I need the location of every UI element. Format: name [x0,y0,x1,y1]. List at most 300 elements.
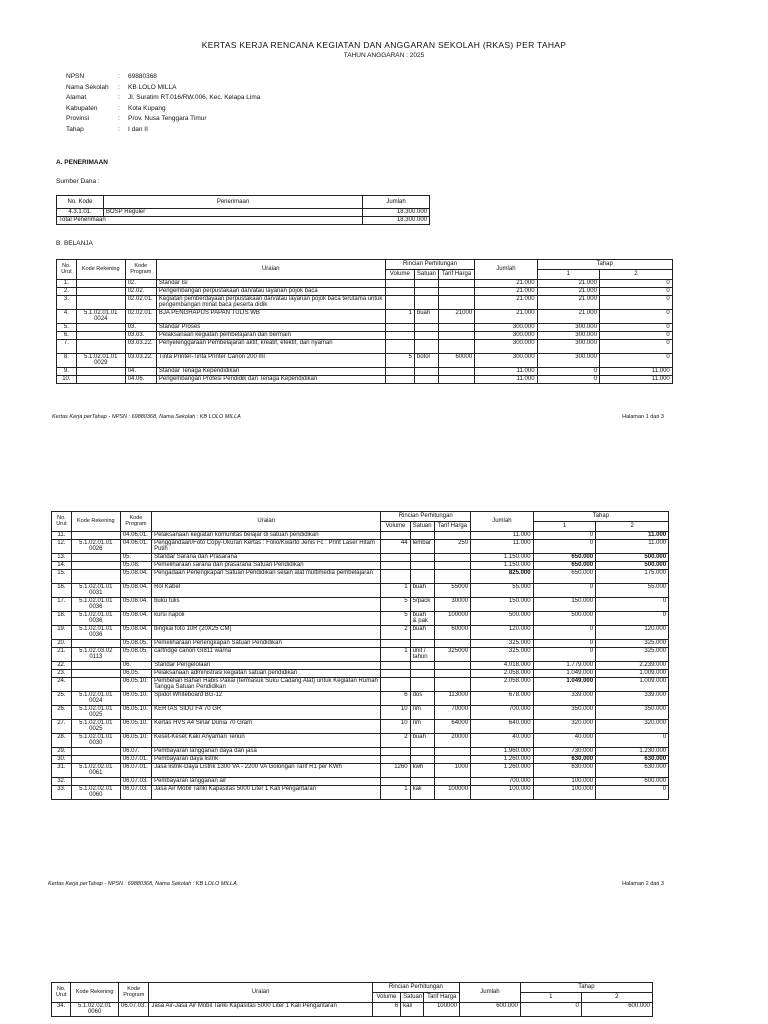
cell-no: 8. [57,354,77,368]
cell-uraian: Pelaksanaan kegiatan pembelajaran dan bermain [156,332,385,340]
col-header-tahap-1: 1 [537,270,599,280]
cell-kode-prog: 05.08.04. [120,626,151,640]
cell-satuan [410,570,434,584]
cell-kode-prog: 06.05. [120,670,151,678]
page-title: KERTAS KERJA RENCANA KEGIATAN DAN ANGGARAN SEKOLAH (RKAS) PER TAHAP [201,40,567,50]
cell-t2: 0 [599,324,672,332]
cell-jumlah: 1.150.000 [471,562,534,570]
col-header-uraian: Uraian [156,260,385,280]
cell-t2: 11.000 [596,532,669,540]
col-header-rincian: Rincian Perhitungan [381,512,471,522]
cell-tarif [438,340,474,354]
cell-tarif [434,662,471,670]
table-row [57,296,673,310]
col-header-tahap: Tahap [533,512,669,522]
info-sep: : [118,94,120,101]
info-sep: : [118,73,120,80]
footer-right-page-1: Halaman 1 dari 3 [622,414,664,420]
cell-uraian: Tinta Printer-Tinta Printer Canon 200 ml [156,354,385,368]
cell-tarif: 20000 [434,734,471,748]
cell-uraian: Pemeliharaan sarana dan prasarana Satuan Pendidikan [152,562,381,570]
cell-satuan: dos [410,692,434,706]
cell-t1: 21.000 [537,280,599,288]
cell-no: 12. [52,540,72,554]
cell-kode-rek [71,570,120,584]
info-row [66,126,260,137]
cell-t1: 300.000 [537,354,599,368]
cell-jumlah: 325.000 [471,648,534,662]
cell-t2: 11.000 [599,376,672,384]
table-row [52,756,669,764]
cell-tarif [434,554,471,562]
cell-t1: 0 [533,540,596,554]
cell-jumlah: 2.058.000 [471,678,534,692]
cell-volume [381,570,410,584]
col-header-no-urut: No. Urut [52,512,72,532]
cell-satuan: unit / tahun [410,648,434,662]
cell-jumlah: 100.000 [471,786,534,800]
cell-volume [381,748,410,756]
cell-kode-rek: 5.1.02.01.01 0030 [71,734,120,748]
cell-t2: 55.000 [596,584,669,598]
cell-no: 20. [52,640,72,648]
cell-satuan [410,756,434,764]
cell-kode-prog: 06.07.03. [120,786,151,800]
cell-satuan: buah [410,734,434,748]
cell-satuan [414,340,438,354]
cell-jumlah: 300.000 [475,324,537,332]
cell-satuan: rim [410,720,434,734]
table-row [52,562,669,570]
cell-kode-rek [71,778,120,786]
info-row [66,73,260,84]
cell-t1: 0 [533,584,596,598]
cell-t1: 650.000 [533,562,596,570]
cell-kode-prog: 05.08.05. [120,640,151,648]
cell-t2: 11.000 [596,540,669,554]
table-row [52,748,669,756]
col-header-no-urut: No. Urut [57,260,77,280]
cell-kode-rek [76,368,125,376]
table-row [52,720,669,734]
cell-no: 9. [57,368,77,376]
cell-tarif [434,756,471,764]
cell-uraian: Pembelian Bahan Habis Pakai (termasuk Suku Cadang Alat) untuk Kegiatan Rumah Tangga Satuan Pendidikan [152,678,381,692]
cell-jumlah: 120.000 [471,626,534,640]
cell-t2: 0 [596,612,669,626]
cell-kode-prog: 06.07.01. [120,756,151,764]
cell-tarif [438,324,474,332]
cell-tarif: 70000 [434,706,471,720]
cell-jumlah: 1.960.000 [471,748,534,756]
cell-kode-prog: 06.07.01. [120,764,151,778]
table-row [52,734,669,748]
cell-jumlah: 825.000 [471,570,534,584]
cell-uraian: Jasa listrik-Daya Listrik 1300 VA - 2200 VA Golongan Tarif R1 per KWh [152,764,381,778]
cell-no: 16. [52,584,72,598]
cell-t2: 630.000 [596,764,669,778]
cell-uraian: Kegiatan pemberdayaan perpustakaan dan/atau layanan pojok baca terutama untuk pengembangan minat baca peserta didik [156,296,385,310]
penerimaan-kode: 4.3.1.01. [57,209,104,217]
cell-satuan [410,562,434,570]
cell-jumlah: 300.000 [475,332,537,340]
cell-satuan [410,678,434,692]
cell-kode-rek: 5.1.02.03.02 0113 [71,648,120,662]
table-row [57,324,673,332]
cell-volume: 10 [381,720,410,734]
cell-jumlah: 500.000 [471,612,534,626]
cell-jumlah: 1.260.000 [471,756,534,764]
cell-uraian: Pembayaran langganan air [152,778,381,786]
cell-no: 32. [52,778,72,786]
cell-kode-rek: 5.1.02.01.01 0025 [71,720,120,734]
cell-t2: 500.000 [596,554,669,562]
cell-uraian: Pengadaan Perlengkapan Satuan Pendidikan selain alat multimedia pembelajaran [152,570,381,584]
cell-volume [381,778,410,786]
info-value: Jl. Suratim RT.016/RW.006, Kec. Kelapa Lima [128,94,261,101]
cell-volume [385,340,414,354]
cell-tarif: 325000 [434,648,471,662]
cell-tarif [434,570,471,584]
info-value: Prov. Nusa Tenggara Timur [128,115,207,122]
cell-kode-prog: 05.08.05. [120,648,151,662]
cell-volume [381,532,410,540]
info-value: I dan II [128,125,148,133]
cell-t1: 21.000 [537,310,599,324]
belanja-table-page-2 [51,511,669,800]
cell-tarif [434,778,471,786]
cell-jumlah: 11.000 [471,540,534,554]
cell-t1: 0 [520,1003,581,1017]
cell-no: 13. [52,554,72,562]
cell-kode-rek [76,288,125,296]
cell-no: 14. [52,562,72,570]
cell-no: 23. [52,670,72,678]
cell-t2: 175.000 [596,570,669,584]
col-header-tahap: Tahap [537,260,672,270]
cell-kode-prog: 06.07. [120,748,151,756]
cell-volume [385,288,414,296]
cell-kode-prog: 03.03.22. [125,340,156,354]
cell-tarif: 60000 [434,626,471,640]
cell-t1: 40.000 [533,734,596,748]
cell-no: 22. [52,662,72,670]
cell-kode-prog: 06.07.03. [120,778,151,786]
table-row [52,778,669,786]
cell-kode-prog: 02. [125,280,156,288]
cell-t1: 21.000 [537,296,599,310]
info-sep: : [118,104,120,112]
cell-volume: 5 [385,354,414,368]
cell-satuan: botol [414,354,438,368]
cell-satuan: buah [410,626,434,640]
cell-kode-prog: 03. [125,324,156,332]
cell-tarif: 250 [434,540,471,554]
cell-kode-prog: 06.07.03. [118,1003,149,1017]
table-row [57,209,430,217]
cell-uraian: buku tulis [152,598,381,612]
cell-uraian: BJA PENGHAPUS PAPAN TULIS WB [156,310,385,324]
cell-t2: 120.000 [596,626,669,640]
cell-t1: 650.000 [533,570,596,584]
cell-t2: 0 [599,340,672,354]
cell-tarif: 100000 [424,1003,460,1017]
cell-kode-prog: 04.06.01. [120,540,151,554]
cell-uraian: Pembayaran daya listrik [152,756,381,764]
col-header-jumlah: Jumlah [471,512,534,532]
cell-jumlah: 40.000 [471,734,534,748]
info-sep: : [118,83,120,91]
info-sep: : [118,115,120,122]
footer-right-page-2: Halaman 2 dari 3 [622,881,664,887]
cell-uraian: Standar Pengelolaan [152,662,381,670]
cell-t1: 150.000 [533,598,596,612]
info-label: Provinsi [66,115,90,122]
cell-tarif [434,748,471,756]
cell-t1: 300.000 [537,324,599,332]
col-header-tahap-1: 1 [533,522,596,532]
col-header-kode-rekening: Kode Rekening [71,983,119,1003]
cell-t2: 0 [596,598,669,612]
table-row [52,540,669,554]
cell-kode-rek [71,748,120,756]
cell-tarif [434,670,471,678]
info-value: 69880368 [128,73,157,80]
cell-kode-prog: 04.06. [125,376,156,384]
cell-tarif [434,678,471,692]
info-label: NPSN [66,73,85,80]
sumber-dana-label: Sumber Dana : [56,178,100,185]
cell-tarif [438,368,474,376]
col-header-tahap-1: 1 [520,993,581,1003]
col-header-uraian: Uraian [152,512,381,532]
cell-no: 3. [57,296,77,310]
cell-t1: 300.000 [537,340,599,354]
cell-tarif [434,532,471,540]
col-header-volume: Volume [381,522,410,532]
col-header-no-urut: No. Urut [52,983,71,1003]
cell-satuan [410,554,434,562]
table-row [52,670,669,678]
cell-kode-prog: 05.08. [120,562,151,570]
cell-t1: 630.000 [533,756,596,764]
cell-t1: 730.000 [533,748,596,756]
cell-kode-rek [76,376,125,384]
cell-volume: 1260 [381,764,410,778]
cell-t2: 0 [599,354,672,368]
cell-t1: 0 [537,368,599,376]
col-header-jumlah: Jumlah [475,260,537,280]
cell-volume: 6 [372,1003,400,1017]
cell-tarif: 64000 [434,720,471,734]
cell-no: 7. [57,340,77,354]
cell-t1: 100.000 [533,786,596,800]
cell-t1: 0 [533,626,596,640]
cell-kode-rek: 5.1.02.01.01 0036 [71,598,120,612]
cell-kode-prog: 05. [120,554,151,562]
cell-tarif [438,280,474,288]
cell-no: 18. [52,612,72,626]
cell-t2: 2.239.000 [596,662,669,670]
info-label: Nama Sekolah [66,83,109,91]
cell-t1: 300.000 [537,332,599,340]
cell-volume [385,368,414,376]
cell-kode-rek [71,670,120,678]
cell-t2: 350.000 [596,706,669,720]
cell-jumlah: 600.000 [460,1003,521,1017]
cell-uraian: Penyelenggaraan Pembelajaran aktif, kreatif, efektif, dan nyaman [156,340,385,354]
section-belanja-heading: B. BELANJA [56,240,93,247]
footer-left-page-1: Kertas Kerja perTahap - NPSN : 69880368, Nama Sekolah : KB LOLO MILLA [52,414,241,420]
cell-t2: 0 [599,280,672,288]
cell-kode-rek [76,332,125,340]
info-label: Kabupaten [66,104,98,112]
cell-t1: 350.000 [533,706,596,720]
table-row [52,1003,653,1017]
cell-uraian: Standar Proses [156,324,385,332]
cell-uraian: Pelaksanaan kegiatan komunitas belajar di satuan pendidikan [152,532,381,540]
col-header-kode-program: Kode Program [120,512,151,532]
cell-jumlah: 300.000 [475,340,537,354]
col-header-tarif: Tarif Harga [434,522,471,532]
section-penerimaan-heading: A. PENERIMAAN [56,159,109,166]
cell-jumlah: 1.150.000 [471,554,534,562]
cell-no: 30. [52,756,72,764]
info-value: KB LOLO MILLA [128,83,177,91]
cell-uraian: Pengembangan Profesi Pendidik dan Tenaga Kependidikan [156,376,385,384]
info-sep: : [118,125,120,133]
col-header-rincian: Rincian Perhitungan [372,983,459,993]
cell-kode-rek [76,324,125,332]
total-value: 18.300.000 [363,217,430,225]
table-row [52,662,669,670]
cell-kode-rek: 5.1.02.01.01 0036 [71,612,120,626]
cell-no: 2. [57,288,77,296]
cell-uraian: Kertas HVS A4 Sinar Dunia 70 Gram [152,720,381,734]
cell-volume [381,662,410,670]
table-row [52,626,669,640]
table-row [57,376,673,384]
cell-kode-rek [71,640,120,648]
cell-kode-prog: 02.02. [125,288,156,296]
cell-t1: 650.000 [533,554,596,562]
cell-kode-prog: 04.06.01. [120,532,151,540]
cell-kode-rek [76,280,125,288]
cell-satuan: buah & pak [410,612,434,626]
cell-volume [385,296,414,310]
col-header-jumlah: Jumlah [460,983,521,1003]
table-row [52,598,669,612]
cell-t2: 339.000 [596,692,669,706]
cell-uraian: Pengembangan perpustakaan dan/atau layanan pojok baca [156,288,385,296]
cell-uraian: Standar Sarana dan Prasarana [152,554,381,562]
table-row [52,612,669,626]
cell-uraian: Standar Tenaga Kependidikan [156,368,385,376]
cell-uraian: Spidol Whiteboard BG-12 [152,692,381,706]
cell-no: 34. [52,1003,71,1017]
table-row [52,532,669,540]
cell-satuan [410,532,434,540]
cell-no: 10. [57,376,77,384]
cell-satuan [414,324,438,332]
belanja-table-page-1 [56,259,673,384]
cell-kode-rek: 5.1.02.01.01 0026 [71,540,120,554]
cell-volume [381,756,410,764]
cell-jumlah: 700.000 [471,706,534,720]
belanja-table-page-3 [51,982,653,1017]
cell-t2: 0 [599,332,672,340]
cell-satuan [410,662,434,670]
cell-satuan [410,778,434,786]
table-row [52,554,669,562]
cell-t2: 500.000 [596,562,669,570]
cell-t1: 0 [533,648,596,662]
col-header-uraian: Uraian [149,983,372,1003]
cell-kode-prog: 05.08.04. [120,584,151,598]
col-header-kode-rekening: Kode Rekening [71,512,120,532]
cell-uraian: Keset-Keset Kaki Anyaman Tenun [152,734,381,748]
cell-tarif: 30000 [434,598,471,612]
page-subtitle: TAHUN ANGGARAN : 2025 [343,52,425,59]
col-header-volume: Volume [372,993,400,1003]
cell-kode-prog: 06. [120,662,151,670]
cell-kode-prog: 05.08.04. [120,598,151,612]
cell-uraian: Rol Kabel [152,584,381,598]
cell-volume [385,280,414,288]
cell-satuan: lembar [410,540,434,554]
cell-jumlah: 11.000 [475,368,537,376]
cell-t2: 1.009.000 [596,670,669,678]
total-label: Total Penerimaan [57,217,363,225]
cell-volume [385,376,414,384]
cell-kode-prog: 03.03. [125,332,156,340]
col-header-tarif: Tarif Harga [438,270,474,280]
info-label: Tahap [66,125,84,133]
cell-no: 31. [52,764,72,778]
cell-kode-rek: 5.1.02.01.01 0024 [76,310,125,324]
footer-left-page-2: Kertas Kerja perTahap - NPSN : 69880368, Nama Sekolah : KB LOLO MILLA [48,881,237,887]
penerimaan-table [56,195,430,225]
cell-uraian: Pemeliharaan Perlengkapan Satuan Pendidikan [152,640,381,648]
cell-satuan [414,332,438,340]
cell-volume [381,640,410,648]
cell-no: 17. [52,598,72,612]
col-header-satuan: Satuan [410,522,434,532]
col-header-kode-program: Kode Program [118,983,149,1003]
cell-uraian: Jasa Air-Jasa Air Mobil Tanki Kapasitas 5000 Liter 1 Kali Pengantaran [149,1003,372,1017]
cell-t2: 630.000 [596,756,669,764]
info-row [66,115,260,126]
cell-uraian: Pembayaran langganan daya dan jasa [152,748,381,756]
col-header-kode-program: Kode Program [125,260,156,280]
cell-jumlah: 4.018.000 [471,662,534,670]
cell-kode-prog: 06.05.10. [120,692,151,706]
cell-tarif: 100000 [434,612,471,626]
cell-kode-prog: 06.05.10. [120,706,151,720]
cell-no: 1. [57,280,77,288]
cell-uraian: cartridge canon GI811 warna [152,648,381,662]
cell-kode-rek: 5.1.02.01.01 0025 [71,706,120,720]
cell-t2: 0 [596,786,669,800]
table-row [52,640,669,648]
cell-t1: 630.000 [533,764,596,778]
cell-jumlah: 11.000 [471,532,534,540]
table-row [52,584,669,598]
cell-tarif [438,332,474,340]
cell-jumlah: 21.000 [475,288,537,296]
cell-uraian: Pelaksanaan administrasi kegiatan satuan pendidikan [152,670,381,678]
table-row [52,764,669,778]
